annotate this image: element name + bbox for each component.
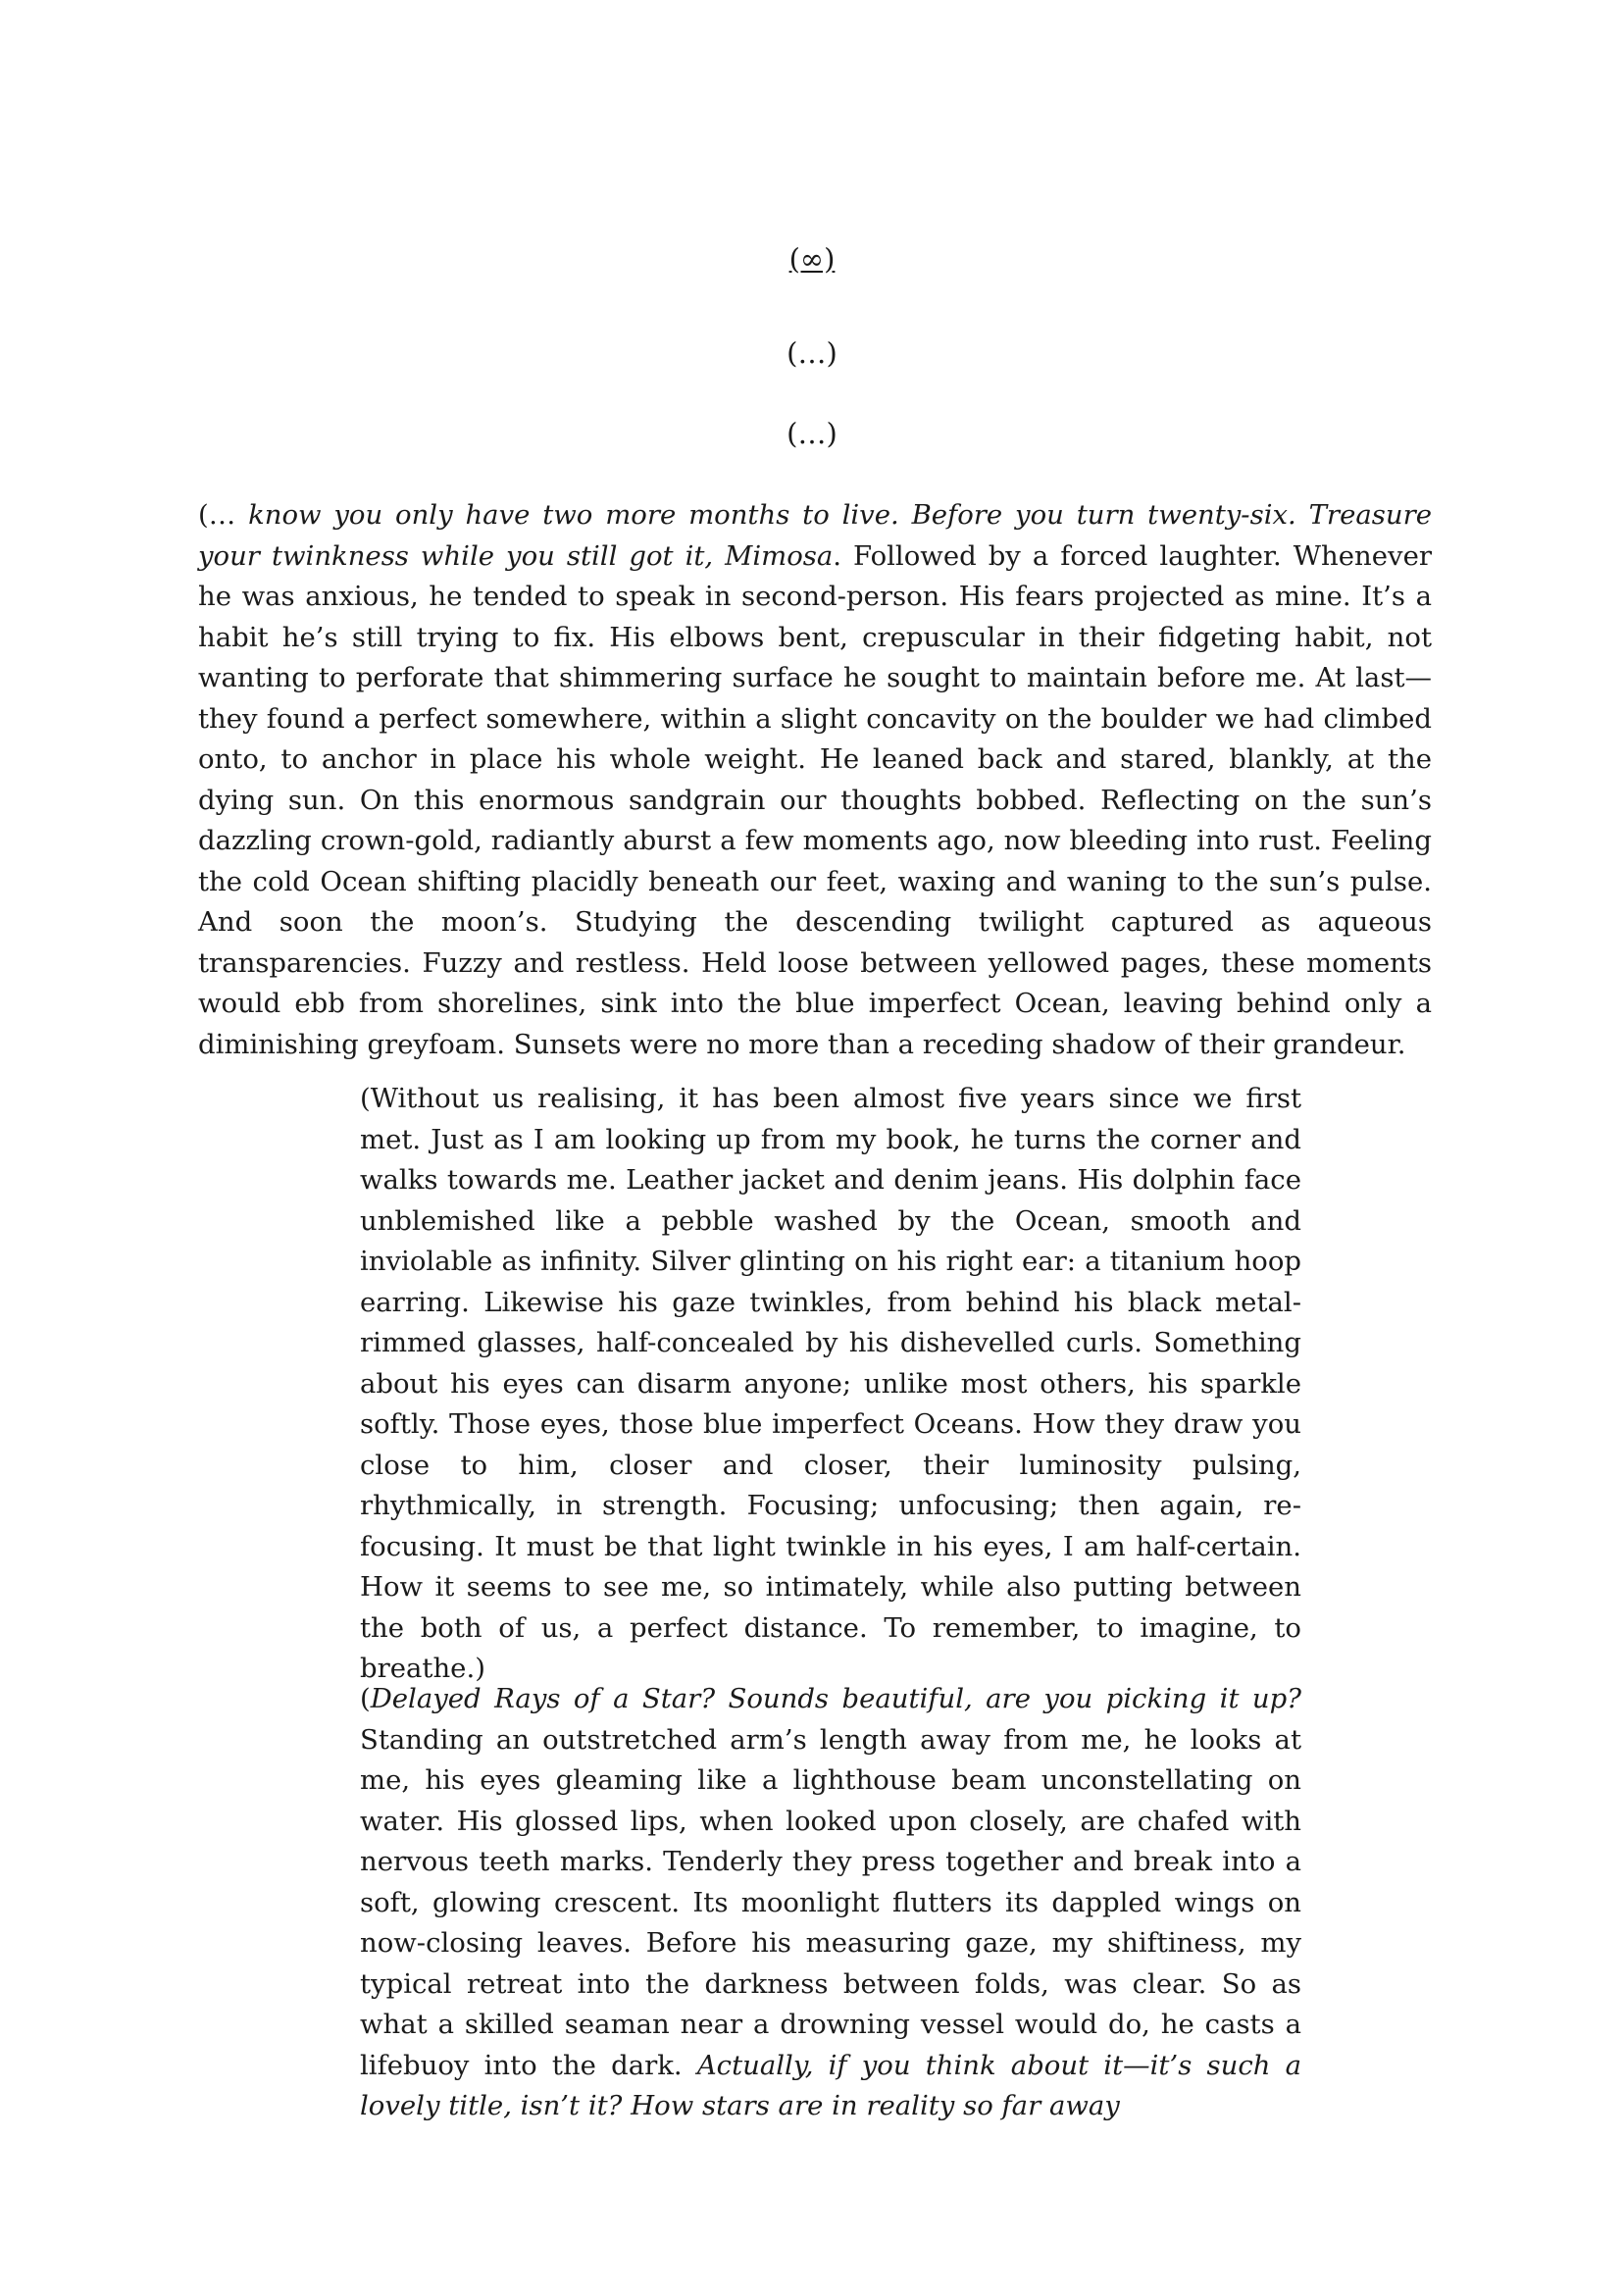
section-mark-ellipsis: (…) — [787, 417, 837, 450]
section-mark-ellipsis: (…) — [787, 336, 837, 370]
paragraph-text: (Without us realising, it has been almost five years since we first met. Just as I am looking up from my book, he turns the corner and walks towards me. Leather jacket and denim jeans. His dolphin face unblemished like a pebble washed by the Ocean, smooth and inviolable as infinity. Silver glinting on his right ear: a titanium hoop earring. Likewise his gaze twinkles, from behind his black metal-rimmed glasses, half-concealed by his dishevelled curls. Something about his eyes can disarm anyone; unlike most others, his sparkle softly. Those eyes, those blue imperfect Oceans. How they draw you close to him, closer and closer, their luminosity pulsing, rhythmically, in strength. Focusing; unfocusing; then again, re-focusing. It must be that light twinkle in his eyes, I am half-certain. How it seems to see me, so intimately, while also putting between the both of us, a perfect distance. To remember, to imagine, to breathe.) — [360, 1083, 1301, 1684]
paragraph-open: ( — [360, 1683, 371, 1714]
italic-dialogue: Delayed Rays of a Star? Sounds beautiful, are you picking it up? — [370, 1683, 1301, 1714]
italic-dialogue: Actually, if you think about it—it’s such a lovely title, isn’t it? How stars are in reality so far away — [360, 2049, 1301, 2121]
body-paragraph — [198, 495, 1432, 1065]
paragraph-text: Standing an outstretched arm’s length away from me, he looks at me, his eyes gleaming like a lighthouse beam unconstellating on water. His glossed lips, when looked upon closely, are chafed with nervous teeth marks. Tenderly they press together and break into a soft, glowing crescent. Its moonlight flutters its dappled wings on now-closing leaves. Before his measuring gaze, my shiftiness, my typical retreat into the darkness between folds, was clear. So as what a skilled seaman near a drowning vessel would do, he casts a lifebuoy into the dark. — [360, 1723, 1301, 2081]
italic-dialogue: know you only have two more months to live. Before you turn twenty-six. Treasure your twinkness while you still got it, Mimosa — [198, 499, 1432, 572]
indented-paragraph — [360, 1079, 1301, 1690]
indented-paragraph — [360, 1679, 1301, 2127]
paragraph-text: . Followed by a forced laughter. Whenever he was anxious, he tended to speak in second-person. His fears projected as mine. It’s a habit he’s still trying to fix. His elbows bent, crepuscular in their fidgeting habit, not wanting to perforate that shimmering surface he sought to maintain before me. At last—they found a perfect somewhere, within a slight concavity on the boulder we had climbed onto, to anchor in place his whole weight. He leaned back and stared, blankly, at the dying sun. On this enormous sandgrain our thoughts bobbed. Reflecting on the sun’s dazzling crown-gold, radiantly aburst a few moments ago, now bleeding into rust. Feeling the cold Ocean shifting placidly beneath our feet, waxing and waning to the sun’s pulse. And soon the moon’s. Studying the descending twilight captured as aqueous transparencies. Fuzzy and restless. Held loose between yellowed pages, these moments would ebb from shorelines, sink into the blue imperfect Ocean, leaving behind only a diminishing greyfoam. Sunsets were no more than a receding shadow of their grandeur. — [198, 539, 1432, 1060]
paragraph-open: (… — [198, 499, 249, 531]
section-mark-infinity: (∞) — [788, 242, 836, 276]
